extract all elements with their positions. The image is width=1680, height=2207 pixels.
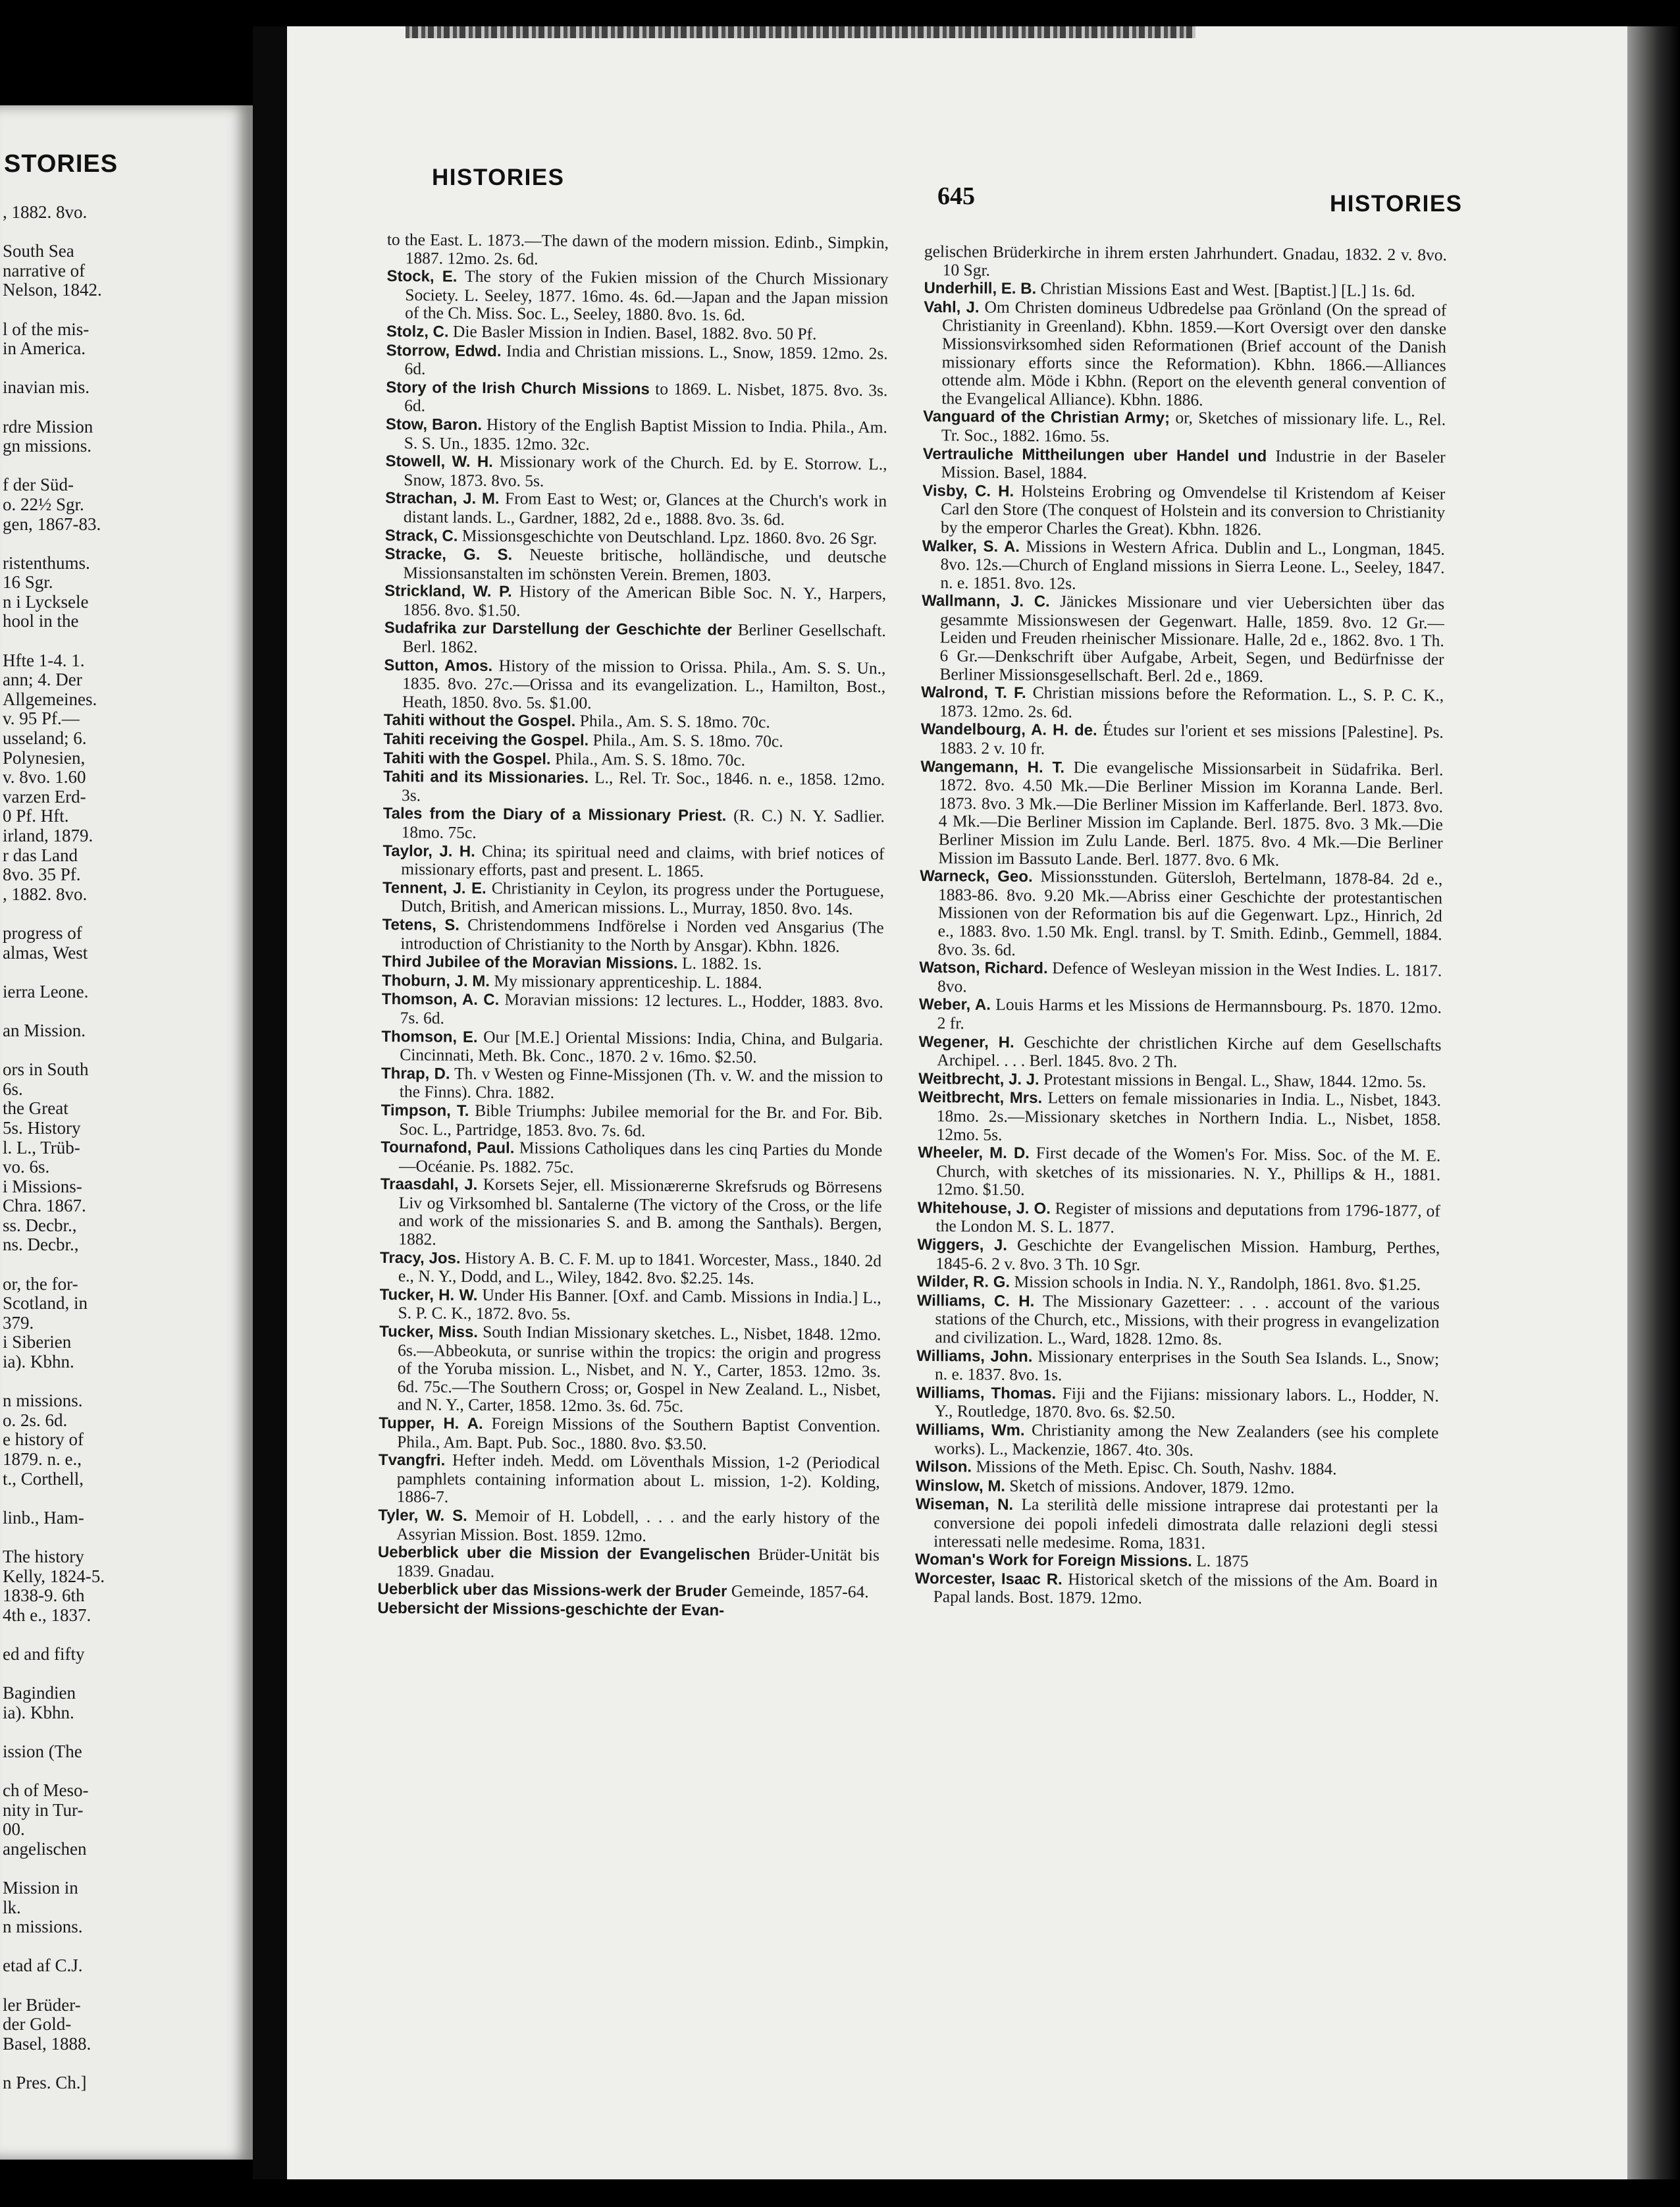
entry-text: Brüder-Unität bis 1839. Gnadau.	[396, 1545, 880, 1581]
entry-text: L., Rel. Tr. Soc., 1846. n. e., 1858. 12mo. 3s.	[401, 768, 885, 805]
bibliography-entry	[922, 444, 1445, 485]
entry-heading: Sudafrika zur Darstellung der Geschichte der	[384, 619, 732, 640]
left-page-line: 4th e., 1837.	[3, 1605, 92, 1625]
entry-heading: Visby, C. H.	[922, 481, 1014, 500]
left-page-line: Mission in	[3, 1878, 78, 1898]
left-page-line: ristenthums.	[3, 552, 90, 573]
entry-text: The Missionary Gazetteer: . . . account of the various stations of the Church, etc., Missions, with their progress in evangelization and civilization. L., Ward, 1828. 12mo. 8s.	[935, 1291, 1440, 1349]
entry-text	[728, 1601, 733, 1620]
entry-heading: Taylor, J. H.	[382, 841, 475, 861]
bibliography-entry	[918, 1032, 1441, 1073]
entry-text: Foreign Missions of the Southern Baptist Convention. Phila., Am. Bapt. Pub. Soc., 1880. 8vo. $3.50.	[397, 1414, 881, 1454]
left-page-line: v. 8vo. 1.60	[3, 767, 86, 787]
entry-text: Th. v Westen og Finne-Missjonen (Th. v. W. and the mission to the Finns). Chra. 1882.	[399, 1063, 883, 1103]
entry-text: History of the mission to Orissa. Phila., Am. S. S. Un., 1835. 8vo. 27c.—Orissa and its evangelization. L., Hamilton, Bost., Heath, 1850. 8vo. 5s. $1.00.	[402, 655, 886, 713]
entry-heading: Stow, Baron.	[385, 415, 483, 434]
left-page-line: 379.	[3, 1312, 34, 1333]
left-page-line: n missions.	[3, 1391, 83, 1411]
entry-text: India and Christian missions. L., Snow, 1859. 12mo. 2s. 6d.	[404, 340, 888, 379]
entry-heading: Stock, E.	[386, 267, 458, 286]
entry-text: Protestant missions in Bengal. L., Shaw, 1844. 12mo. 5s.	[1043, 1069, 1427, 1092]
entry-heading: Vertrauliche Mittheilungen uber Handel und	[922, 444, 1267, 465]
left-page-line: 00.	[3, 1819, 25, 1840]
entry-heading: Tales from the Diary of a Missionary Priest.	[382, 805, 727, 826]
left-page-line: der Gold-	[3, 2014, 72, 2034]
left-page-line: or, the for-	[3, 1273, 78, 1294]
bibliography-entry	[382, 841, 884, 882]
left-page-line: f der Süd-	[3, 475, 74, 495]
entry-text: Phila., Am. S. S. 18mo. 70c.	[592, 730, 783, 751]
entry-heading: Warneck, Geo.	[920, 867, 1033, 886]
main-page	[287, 26, 1627, 2179]
entry-text: L. 1882. 1s.	[681, 953, 762, 974]
left-page-line: n i Lycksele	[3, 591, 89, 612]
entry-heading: Tennent, J. E.	[382, 878, 486, 897]
entry-heading: Wandelbourg, A. H. de.	[920, 720, 1097, 740]
left-page-line: the Great	[3, 1098, 68, 1119]
bibliography-entry	[382, 915, 883, 956]
entry-heading: Stowell, W. H.	[385, 452, 493, 471]
entry-heading: Tahiti and its Missionaries.	[383, 768, 589, 787]
bibliography-entry	[379, 1414, 880, 1454]
entry-text: Bible Triumphs: Jubilee memorial for the Br. and For. Bib. Soc. L., Partridge, 1853. 8vo. 7s. 6d.	[399, 1100, 883, 1140]
left-page-line: almas, West	[3, 942, 88, 963]
left-page-line	[3, 300, 248, 320]
entry-text: Christianity in Ceylon, its progress under the Portuguese, Dutch, British, and American missions. L., Murray, 1850. 8vo. 14s.	[400, 878, 885, 919]
bibliography-column-1	[377, 230, 889, 1621]
left-page-line: irland, 1879.	[3, 826, 93, 845]
left-page-line: ia). Kbhn.	[3, 1702, 74, 1722]
entry-heading: Strickland, W. P.	[384, 582, 512, 601]
entry-text: Missionsgeschichte von Deutschland. Lpz. 1860. 8vo. 26 Sgr.	[461, 525, 878, 548]
entry-heading: Tvangfri.	[378, 1451, 446, 1470]
bibliography-entry	[381, 1138, 882, 1179]
entry-text: Memoir of H. Lobdell, . . . and the early history of the Assyrian Mission. Bost. 1859. 12mo.	[396, 1505, 880, 1545]
bibliography-entry	[917, 1235, 1440, 1276]
entry-heading: Tournafond, Paul.	[381, 1138, 515, 1157]
left-page-line: ch of Meso-	[3, 1780, 89, 1801]
entry-text: Christianity among the New Zealanders (see his complete works). L., Mackenzie, 1867. 4to. 30s.	[934, 1420, 1439, 1460]
entry-heading: Williams, Wm.	[916, 1420, 1025, 1440]
left-page-line: o. 22½ Sgr.	[3, 494, 84, 514]
entry-text: Jänickes Missionare und vier Uebersichten über das gesammte Missionswesen der Gegenwart. Halle, 1859. 8vo. 12 Gr.—Leiden und Freuden rheinischer Missionare. Halle, 2d e., 1862. 8vo. 1 Th. 6 Gr.—Denkschrift über Aufgabe, Arbeit, Segen, und Bedürfnisse der Berliner Missionsgesellschaft. Berl. 2d e., 1869.	[939, 591, 1445, 686]
left-page-line: ierra Leone.	[3, 981, 89, 1001]
left-page-line: 0 Pf. Hft.	[3, 806, 69, 826]
entry-text: Missions Catholiques dans les cinq Parties du Monde—Océanie. Ps. 1882. 75c.	[398, 1138, 883, 1177]
entry-text: Our [M.E.] Oriental Missions: India, China, and Bulgaria. Cincinnati, Meth. Bk. Conc., 1870. 2 v. 16mo. $2.50.	[400, 1026, 883, 1067]
left-page-line: 1838-9. 6th	[3, 1585, 85, 1606]
bibliography-entry	[380, 1248, 881, 1289]
entry-heading: Ueberblick uber das Missions-werk der Bruder	[377, 1580, 727, 1601]
left-page-line: angelischen	[3, 1838, 87, 1859]
left-page-line	[3, 398, 248, 417]
bibliography-entry	[919, 866, 1442, 962]
entry-text: Register of missions and deputations from 1796-1877, of the London M. S. L. 1877.	[935, 1198, 1440, 1237]
left-page-line	[3, 1001, 248, 1021]
entry-text: or, Sketches of missionary life. L., Rel. Tr. Soc., 1882. 16mo. 5s.	[941, 408, 1446, 446]
left-page-line: 5s. History	[3, 1117, 81, 1138]
left-page-line: 1879. n. e.,	[3, 1449, 82, 1469]
left-page-line: Basel, 1888.	[3, 2033, 92, 2054]
entry-heading: Stolz, C.	[386, 322, 449, 341]
entry-text: My missionary apprenticeship. L. 1884.	[494, 971, 762, 992]
entry-heading: Williams, Thomas.	[916, 1383, 1057, 1403]
entry-text: Geschichte der christlichen Kirche auf dem Gesellschafts Archipel. . . . Berl. 1845. 8vo. 2 Th.	[937, 1032, 1442, 1071]
left-page-line: 6s.	[3, 1078, 23, 1099]
left-page-line	[3, 1937, 248, 1957]
scan-artifact-strip	[406, 26, 1195, 38]
bibliography-entry	[384, 545, 886, 585]
running-head-right: HISTORIES	[1330, 191, 1463, 217]
left-page-line: nity in Tur-	[3, 1799, 84, 1820]
left-page-line	[3, 1625, 248, 1645]
entry-heading: Timpson, T.	[381, 1101, 469, 1120]
running-head-left: HISTORIES	[432, 165, 565, 190]
left-page-line: , 1882. 8vo.	[3, 202, 88, 222]
left-page-line: i Siberien	[3, 1332, 72, 1352]
left-page-line: narrative of	[3, 260, 86, 280]
entry-text: Holsteins Erobring og Omvendelse til Kristendom af Keiser Carl den Store (The conquest of Holstein and its conversion to Christianity by the emperor Charles the Great). Kbhn. 1826.	[940, 481, 1446, 539]
bibliography-entry	[916, 1420, 1438, 1461]
left-page-line	[3, 223, 248, 242]
left-page-line: Polynesien,	[3, 747, 86, 768]
left-page-line: ors in South	[3, 1059, 89, 1080]
entry-text: Under His Banner. [Oxf. and Camb. Missions in India.] L., S. P. C. K., 1872. 8vo. 5s.	[398, 1285, 881, 1324]
entry-heading: Worcester, Isaac R.	[914, 1569, 1063, 1589]
entry-heading: Tetens, S.	[382, 915, 460, 934]
bibliography-entry	[379, 1285, 881, 1326]
entry-text: Études sur l'orient et ses missions [Palestine]. Ps. 1883. 2 v. 10 fr.	[939, 720, 1444, 758]
left-page-line: The history	[3, 1546, 84, 1566]
entry-text: Fiji and the Fijians: missionary labors. L., Hodder, N. Y., Routledge, 1870. 8vo. 6s. $2.50.	[934, 1383, 1439, 1423]
entry-heading: Tucker, Miss.	[379, 1322, 479, 1342]
entry-text: Sketch of missions. Andover, 1879. 12mo.	[1009, 1476, 1295, 1497]
entry-heading: Tahiti without the Gospel.	[383, 711, 576, 731]
entry-heading: Wegener, H.	[918, 1032, 1014, 1051]
entry-heading: Thomson, E.	[381, 1027, 478, 1046]
bibliography-entry	[923, 407, 1446, 448]
entry-text: Mission schools in India. N. Y., Randolph, 1861. 8vo. $1.25.	[1014, 1272, 1421, 1294]
bibliography-entry	[915, 1495, 1438, 1553]
entry-text: Moravian missions: 12 lectures. L., Hodder, 1883. 8vo. 7s. 6d.	[400, 990, 883, 1028]
left-page-line: , 1882. 8vo.	[3, 884, 88, 904]
left-page-line: 8vo. 35 Pf.	[3, 864, 81, 885]
entry-text: L. 1875	[1196, 1551, 1249, 1571]
bibliography-entry	[918, 1143, 1441, 1202]
bibliography-entry	[385, 489, 887, 529]
bibliography-entry	[384, 618, 885, 659]
entry-heading: Williams, John.	[916, 1346, 1033, 1366]
left-page-line	[3, 1762, 248, 1782]
entry-heading: Williams, C. H.	[916, 1291, 1035, 1311]
left-page-line: ann; 4. Der	[3, 670, 82, 690]
entry-text: Missions in Western Africa. Dublin and L., Longman, 1845. 8vo. 12s.—Church of England missions in Sierra Leone. L., Seeley, 1847. n. e. 1851. 8vo. 12s.	[940, 536, 1445, 593]
entry-text: Christian missions before the Reformation. L., S. P. C. K., 1873. 12mo. 2s. 6d.	[939, 683, 1444, 722]
bibliography-entry	[382, 878, 884, 919]
left-page-line: l. L., Trüb-	[3, 1137, 80, 1157]
entry-text: gelischen Brüderkirche in ihrem ersten Jahrhundert. Gnadau, 1832. 2 v. 8vo. 10 Sgr.	[924, 242, 1447, 280]
bibliography-entry	[919, 958, 1442, 999]
entry-text: Defence of Wesleyan mission in the West Indies. L. 1817. 8vo.	[937, 958, 1442, 996]
entry-heading: Winslow, M.	[915, 1476, 1006, 1495]
entry-heading: Weber, A.	[918, 996, 991, 1015]
bibliography-entry	[381, 1064, 883, 1105]
left-page-running-head: STORIES	[4, 150, 118, 178]
left-page-line: progress of	[3, 922, 82, 943]
entry-text: Die Basler Mission in Indien. Basel, 1882. 8vo. 50 Pf.	[452, 321, 817, 344]
entry-heading: Weitbrecht, J. J.	[918, 1069, 1039, 1088]
left-page-line	[3, 1976, 248, 1996]
bibliography-entry	[924, 242, 1447, 282]
bibliography-entry	[921, 591, 1444, 687]
entry-heading: Strachan, J. M.	[385, 489, 500, 508]
entry-text: Om Christen domineus Udbredelse paa Grönland (On the spread of Christianity in Greenland). Kbhn. 1859.—Kort Oversigt over den danske Missionsvirksomhed siden Reformationen (Brief account of the Danish missionary efforts since the Reformation). Kbhn. 1866.—Alliances ottende alm. Möde i Kbhn. (Report on the eleventh general convention of the Evangelical Alliance). Kbhn. 1886.	[941, 297, 1447, 410]
entry-heading: Wiseman, N.	[915, 1495, 1014, 1514]
left-page-line: an Mission.	[3, 1020, 86, 1040]
entry-heading: Stracke, G. S.	[384, 545, 513, 564]
left-page-line: ed and fifty	[3, 1643, 85, 1664]
entry-text: Neueste britische, holländische, und deutsche Missionsanstalten im schönsten Verein. Bremen, 1803.	[403, 545, 887, 585]
bibliography-entry	[915, 1569, 1438, 1610]
entry-heading: Storrow, Edwd.	[386, 341, 502, 360]
bibliography-entry	[918, 1088, 1441, 1146]
entry-heading: Tahiti receiving the Gospel.	[383, 730, 589, 750]
left-page-line	[3, 1489, 248, 1508]
left-page-line: e history of	[3, 1429, 84, 1450]
entry-text: Korsets Sejer, ell. Missionærerne Skrefsruds og Börresens Liv og Virksomhed bl. Santalerne (The victory of the Cross, or the life and work of the missionaries S. and B. among the Santhals). Bergen, 1882.	[398, 1175, 882, 1249]
left-page-line: gen, 1867-83.	[3, 514, 101, 534]
entry-heading: Wiggers, J.	[917, 1236, 1008, 1254]
entry-heading: Tyler, W. S.	[378, 1506, 467, 1525]
entry-heading: Thomson, A. C.	[381, 990, 500, 1009]
entry-heading: Wheeler, M. D.	[918, 1144, 1030, 1163]
entry-heading: Tupper, H. A.	[379, 1414, 483, 1433]
entry-heading: Story of the Irish Church Missions	[386, 378, 650, 398]
entry-heading: Ueberblick uber die Mission der Evangelischen	[377, 1543, 750, 1564]
left-page-text	[3, 203, 248, 2093]
left-page-fragment	[0, 105, 253, 2160]
bibliography-entry	[920, 757, 1443, 870]
bibliography-entry	[916, 1346, 1439, 1387]
left-page-line: ia). Kbhn.	[3, 1352, 74, 1372]
entry-text: History of the American Bible Soc. N. Y., Harpers, 1856. 8vo. $1.50.	[402, 581, 887, 620]
left-page-line	[3, 456, 248, 476]
bibliography-entry	[381, 1027, 883, 1068]
entry-text: History of the English Baptist Mission to India. Phila., Am. S. S. Un., 1835. 12mo. 32c.	[404, 414, 888, 454]
left-page-line: Bagindien	[3, 1683, 76, 1703]
left-page-line: i Missions-	[3, 1176, 82, 1196]
bibliography-entry	[923, 298, 1446, 411]
entry-text: Christendommens Indförelse i Norden ved Ansgarius (The introduction of Christianity to the North by Ansgar). Kbhn. 1826.	[400, 915, 884, 956]
left-page-line: vo. 6s.	[3, 1157, 50, 1177]
left-page-line: n missions.	[3, 1917, 83, 1937]
left-page-line	[3, 1372, 248, 1392]
entry-heading: Uebersicht der Missions-geschichte der Evan-	[377, 1599, 725, 1620]
entry-text: South Indian Missionary sketches. L., Nisbet, 1848. 12mo. 6s.—Abbeokuta, or sunrise within the tropics: the origin and progress of the Yoruba mission. L., Nisbet, and N. Y., Carter, 1853. 12mo. 3s. 6d. 75c.—The Southern Cross; or, Gospel in New Zealand. L., Nisbet, and N. Y., Carter, 1858. 12mo. 3s. 6d. 75c.	[397, 1322, 881, 1416]
left-page-line: r das Land	[3, 845, 78, 865]
left-page-line	[3, 631, 248, 651]
left-page-line	[3, 359, 248, 379]
entry-heading: Wilson.	[915, 1458, 972, 1476]
entry-text: History A. B. C. F. M. up to 1841. Worcester, Mass., 1840. 2d e., N. Y., Dodd, and L., Wiley, 1842. 8vo. $2.25. 14s.	[398, 1248, 882, 1289]
bibliography-entry	[386, 267, 889, 325]
bibliography-entry	[916, 1383, 1439, 1424]
entry-text: Phila., Am. S. S. 18mo. 70c.	[554, 749, 746, 770]
bibliography-entry	[922, 481, 1446, 540]
entry-text: Missionary work of the Church. Ed. by E. Storrow. L., Snow, 1873. 8vo. 5s.	[404, 452, 887, 491]
left-page-line	[3, 534, 248, 554]
bibliography-entry	[381, 1101, 882, 1142]
left-page-line	[3, 1859, 248, 1878]
entry-heading: Walrond, T. F.	[921, 683, 1026, 703]
bibliography-entry	[922, 536, 1445, 595]
left-page-line: in America.	[3, 338, 86, 359]
left-page-line	[3, 1255, 248, 1275]
left-page-line: hool in the	[3, 611, 79, 631]
entry-heading: Tracy, Jos.	[380, 1248, 461, 1267]
entry-text: Missionsstunden. Gütersloh, Bertelmann, 1878-84. 2d e., 1883-86. 8vo. 9.20 Mk.—Abriss einer Geschichte der protestantischen Missionen von der Reformation bis auf die Gegenwart. Lpz., Hinrich, 2d e., 1883. 8vo. 1.50 Mk. Engl. transl. by T. Smith. Edinb., Gemmell, 1884. 8vo. 3s. 6d.	[937, 866, 1443, 959]
entry-text: Hefter indeh. Medd. om Löventhals Mission, 1-2 (Periodical pamphlets containing information about L. mission, 1-2). Kolding, 1886-7.	[396, 1450, 881, 1507]
entry-text: The story of the Fukien mission of the Church Missionary Society. L. Seeley, 1877. 16mo. 4s. 6d.—Japan and the Japan mission of the Ch. Miss. Soc. L., Seeley, 1880. 8vo. 1s. 6d.	[405, 267, 889, 325]
left-page-line: Hfte 1-4. 1.	[3, 650, 85, 670]
left-page-line: o. 2s. 6d.	[3, 1410, 68, 1430]
entry-heading: Vahl, J.	[924, 298, 980, 317]
left-page-line: Chra. 1867.	[3, 1196, 86, 1216]
page-number: 645	[937, 182, 975, 210]
entry-text: China; its spiritual need and claims, with brief notices of missionary efforts, past and present. L. 1865.	[401, 841, 885, 881]
bibliography-entry	[385, 452, 887, 492]
entry-heading: Wangemann, H. T.	[920, 757, 1065, 777]
bibliography-entry	[919, 995, 1442, 1036]
left-page-line: inavian mis.	[3, 377, 90, 398]
bibliography-entry	[386, 378, 887, 419]
bibliography-entry	[386, 415, 887, 456]
bibliography-entry	[921, 683, 1444, 724]
entry-text: Missionary enterprises in the South Sea Islands. L., Snow; n. e. 1837. 8vo. 1s.	[934, 1346, 1440, 1385]
entry-text: Die evangelische Missionsarbeit in Südafrika. Berl. 1872. 8vo. 4.50 Mk.—Die Berliner Mission im Koranna Lande. Berl. 1873. 8vo. 3 Mk.—Die Berliner Mission im Kafferlande. Berl. 1873. 8vo. 4 Mk.—Die Berliner Mission im Caplande. Berl. 1875. 8vo. 3 Mk.—Die Berliner Mission im Zulu Lande. Berl. 1875. 8vo. 4 Mk.—Die Berliner Mission im Bassuto Lande. Berl. 1877. 8vo. 6 Mk.	[938, 757, 1444, 870]
left-page-line	[3, 963, 248, 982]
bibliography-entry	[379, 1322, 881, 1417]
bibliography-entry	[383, 767, 885, 808]
entry-text: First decade of the Women's For. Miss. Soc. of the M. E. Church, with sketches of its missionaries. N. Y., Phillips & H., 1881. 12mo. $1.50.	[935, 1143, 1441, 1200]
entry-heading: Whitehouse, J. O.	[917, 1198, 1051, 1218]
entry-heading: Vanguard of the Christian Army;	[923, 408, 1170, 427]
bibliography-column-2	[915, 242, 1447, 1609]
left-page-line	[3, 1041, 248, 1061]
bibliography-entry	[921, 720, 1444, 760]
entry-text: Christian Missions East and West. [Baptist.] [L.] 1s. 6d.	[1040, 279, 1415, 301]
bibliography-entry	[917, 1198, 1440, 1239]
entry-text: From East to West; or, Glances at the Church's work in distant lands. L., Gardner, 1882, 2d e., 1888. 8vo. 3s. 6d.	[403, 489, 887, 529]
scan-bottom-edge	[0, 2179, 1680, 2207]
entry-heading: Watson, Richard.	[919, 959, 1048, 978]
entry-text: Geschichte der Evangelischen Mission. Hamburg, Perthes, 1845-6. 2 v. 8vo. 3 Th. 10 Sgr.	[935, 1235, 1440, 1274]
bibliography-entry	[378, 1506, 879, 1547]
entry-text: Louis Harms et les Missions de Hermannsbourg. Ps. 1870. 12mo. 2 fr.	[937, 995, 1442, 1033]
left-page-line: t., Corthell,	[3, 1468, 84, 1489]
left-page-line	[3, 2054, 248, 2073]
bibliography-entry	[916, 1291, 1440, 1350]
bibliography-entry	[387, 230, 889, 271]
entry-heading: Weitbrecht, Mrs.	[918, 1088, 1043, 1107]
bibliography-entry	[380, 1175, 882, 1252]
left-page-line: varzen Erd-	[3, 786, 86, 807]
bibliography-entry	[377, 1599, 879, 1621]
left-page-line: usseland; 6.	[3, 728, 87, 749]
left-page-line: 16 Sgr.	[3, 572, 53, 593]
entry-heading: Woman's Work for Foreign Missions.	[914, 1551, 1192, 1571]
left-page-line	[3, 904, 248, 924]
bibliography-entry	[378, 1450, 880, 1509]
entry-text: Industrie in der Baseler Mission. Basel, 1884.	[941, 446, 1446, 483]
entry-heading: Walker, S. A.	[922, 537, 1020, 556]
left-page-line: etad af C.J.	[3, 1955, 83, 1976]
left-page-line: n Pres. Ch.]	[3, 2073, 87, 2092]
entry-heading: Traasdahl, J.	[380, 1175, 478, 1194]
bibliography-entry	[383, 804, 885, 845]
left-page-line: Scotland, in	[3, 1293, 88, 1314]
left-page-line: ission (The	[3, 1741, 82, 1761]
entry-text: Gemeinde, 1857-64.	[731, 1582, 869, 1602]
entry-heading: Thrap, D.	[381, 1064, 450, 1083]
left-page-line: l of the mis-	[3, 319, 90, 339]
entry-text: to the East. L. 1873.—The dawn of the modern mission. Edinb., Simpkin, 1887. 12mo. 2s. 6d.	[386, 230, 889, 269]
left-page-line: rdre Mission	[3, 416, 93, 437]
bibliography-entry	[384, 656, 886, 714]
left-page-line: Allgemeines.	[3, 689, 97, 709]
left-page-line	[3, 1528, 248, 1547]
left-page-line: lk.	[3, 1897, 21, 1917]
left-page-line: South Sea	[3, 241, 74, 261]
entry-heading: Sutton, Amos.	[384, 656, 493, 675]
entry-text: (R. C.) N. Y. Sadlier. 18mo. 75c.	[401, 806, 885, 842]
left-page-line: ns. Decbr.,	[3, 1235, 79, 1255]
bibliography-entry	[382, 990, 883, 1030]
entry-text: Berliner Gesellschaft. Berl. 1862.	[402, 620, 886, 657]
page-edge-shadow	[1627, 26, 1680, 2179]
entry-heading: Thoburn, J. M.	[381, 971, 490, 990]
left-page-line: ler Brüder-	[3, 1994, 81, 2015]
entry-text: Letters on female missionaries in India. L., Nisbet, 1843. 18mo. 2s.—Missionary sketches in Northern India. L., Nisbet, 1858. 12mo. 5s.	[936, 1088, 1442, 1144]
left-page-line: Kelly, 1824-5.	[3, 1566, 105, 1586]
bibliography-entry	[386, 341, 887, 382]
entry-text: Historical sketch of the missions of the Am. Board in Papal lands. Bost. 1879. 12mo.	[933, 1569, 1438, 1608]
left-page-line: ss. Decbr.,	[3, 1215, 77, 1235]
bibliography-entry	[384, 581, 886, 622]
entry-heading: Wallmann, J. C.	[922, 592, 1050, 611]
entry-heading: Strack, C.	[384, 526, 458, 545]
entry-heading: Underhill, E. B.	[924, 279, 1037, 298]
entry-heading: Tahiti with the Gospel.	[383, 749, 551, 768]
entry-heading: Third Jubilee of the Moravian Missions.	[382, 953, 678, 973]
entry-text: to 1869. L. Nisbet, 1875. 8vo. 3s. 6d.	[404, 379, 888, 415]
left-page-line: gn missions.	[3, 436, 92, 456]
entry-text: Missions of the Meth. Episc. Ch. South, Nashv. 1884.	[976, 1456, 1337, 1479]
bibliography-entry	[378, 1543, 879, 1583]
book-gutter	[253, 26, 287, 2179]
left-page-line: Nelson, 1842.	[3, 280, 102, 300]
entry-text: Phila., Am. S. S. 18mo. 70c.	[579, 711, 770, 732]
entry-heading: Wilder, R. G.	[916, 1273, 1011, 1292]
left-page-line	[3, 1664, 248, 1684]
left-page-line: v. 95 Pf.—	[3, 708, 80, 729]
entry-text: La sterilità delle missione intraprese dai protestanti per la conversione dei popoli infedeli dimostrata dalle relazioni degli stessi interessati nelle medesime. Roma, 1831.	[933, 1495, 1438, 1553]
left-page-line: linb., Ham-	[3, 1507, 84, 1528]
entry-heading: Tucker, H. W.	[379, 1285, 478, 1304]
left-page-line	[3, 1722, 248, 1742]
